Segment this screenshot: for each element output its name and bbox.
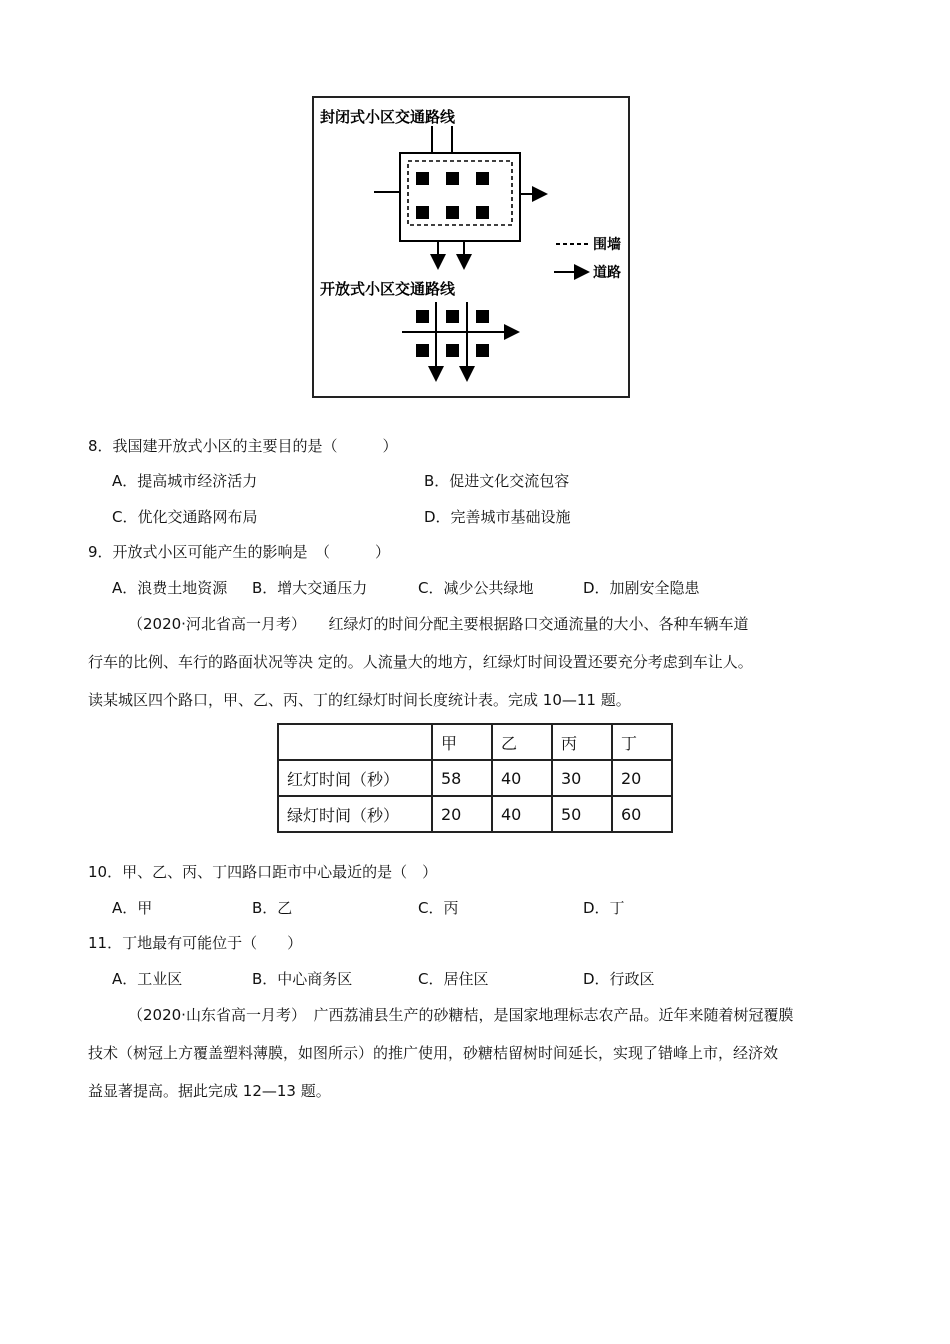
q11-option-d[interactable]: D．行政区 [583,970,655,988]
table-cell: 20 [432,796,492,832]
q9-option-d[interactable]: D．加剧安全隐患 [583,579,700,597]
q9-stem: 9．开放式小区可能产生的影响是 （ ） [88,543,391,561]
q11-option-a[interactable]: A．工业区 [112,970,183,988]
table-cell: 绿灯时间（秒） [278,796,432,832]
q11-stem: 11．丁地最有可能位于（ ） [88,934,303,952]
table-header-cell: 乙 [492,724,552,760]
q9-option-a[interactable]: A．浪费土地资源 [112,579,228,597]
table-cell: 58 [432,760,492,796]
q10-option-a[interactable]: A．甲 [112,899,153,917]
traffic-route-diagram [312,96,630,398]
figure-border [313,97,629,397]
q8-stem: 8．我国建开放式小区的主要目的是（ ） [88,437,398,455]
q11-option-c[interactable]: C．居住区 [418,970,489,988]
table-header-cell: 丁 [612,724,672,760]
q9-option-b[interactable]: B．增大交通压力 [252,579,368,597]
passage2-line2: 技术（树冠上方覆盖塑料薄膜，如图所示）的推广使用，砂糖桔留树时间延长，实现了错峰上市，经济效 [88,1044,779,1062]
legend-wall-label: 围墙 [593,237,621,253]
traffic-light-table [277,723,673,833]
traffic-route-figure [312,96,630,398]
table-cell: 40 [492,796,552,832]
legend-road-label: 道路 [593,265,621,281]
closed-title: 封闭式小区交通路线 [320,108,456,126]
table-cell: 50 [552,796,612,832]
q8-option-c[interactable]: C．优化交通路网布局 [112,508,258,526]
q10-stem: 10．甲、乙、丙、丁四路口距市中心最近的是（ ） [88,863,438,881]
table-cell: 30 [552,760,612,796]
table-header-row [278,724,672,760]
q10-option-b[interactable]: B．乙 [252,899,293,917]
table-header-cell [278,724,432,760]
table-cell: 20 [612,760,672,796]
table-cell: 红灯时间（秒） [278,760,432,796]
passage1-line3: 读某城区四个路口，甲、乙、丙、丁的红绿灯时间长度统计表。完成 10—11 题。 [88,691,631,709]
q11-option-b[interactable]: B．中心商务区 [252,970,353,988]
q10-option-c[interactable]: C．丙 [418,899,459,917]
passage1-line2: 行车的比例、车行的路面状况等决 定的。人流量大的地方，红绿灯时间设置还要充分考虑到车让人。 [88,653,753,671]
passage2-line1: （2020·山东省高一月考） 广西荔浦县生产的砂糖桔，是国家地理标志农产品。近年来随着树冠覆膜 [128,1006,794,1024]
q8-option-d[interactable]: D．完善城市基础设施 [424,508,571,526]
table-cell: 40 [492,760,552,796]
passage1-line1: （2020·河北省高一月考） 红绿灯的时间分配主要根据路口交通流量的大小、各种车辆车道 [128,615,749,633]
q9-option-c[interactable]: C．减少公共绿地 [418,579,534,597]
q8-option-b[interactable]: B．促进文化交流包容 [424,472,570,490]
table-cell: 60 [612,796,672,832]
table-header-cell: 丙 [552,724,612,760]
q8-option-a[interactable]: A．提高城市经济活力 [112,472,258,490]
table-row [278,796,672,832]
open-title: 开放式小区交通路线 [320,280,456,298]
table-row [278,760,672,796]
passage2-line3: 益显著提高。据此完成 12—13 题。 [88,1082,331,1100]
q10-option-d[interactable]: D．丁 [583,899,625,917]
table-header-cell: 甲 [432,724,492,760]
